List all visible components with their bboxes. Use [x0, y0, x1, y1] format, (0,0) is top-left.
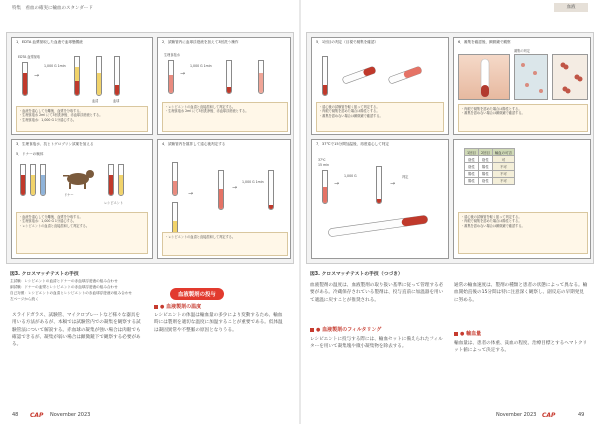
figure-step-5-box — [311, 37, 449, 135]
figure-caption-title: 図3. クロスマッチテストの手技（つづき） — [310, 272, 403, 277]
right-page — [300, 0, 600, 424]
wash-tube — [168, 60, 174, 94]
table-cell: 不可 — [492, 177, 514, 184]
cells-photo-icon — [515, 55, 549, 101]
caption-line: 自己対照：レシピエントの血清とレシピエントの赤血球浮遊液の組み合わせ — [10, 291, 133, 295]
note-line: ・生理食塩水 2ml にて3回洗浄後、赤血球浮遊液とする。 — [165, 109, 249, 114]
step-1-label: 1．EDTA 血漿採取した血液で血球懸濁液 — [16, 40, 83, 44]
note-line: ・遠心後の試験管を軽く振って判定する。 — [319, 104, 380, 109]
tilted-tube-icon — [384, 60, 424, 92]
sub-heading: ● 血液製剤の温度 — [154, 303, 201, 310]
table-cell: 陰性 — [478, 156, 492, 163]
figure-step-4-box — [157, 139, 291, 259]
figure-panel — [6, 32, 294, 264]
note-line: ・生理食塩水：1,000 G 1分遠心する。 — [19, 219, 77, 224]
sub-heading: ● 輸血量 — [454, 330, 481, 337]
arrow-icon: → — [180, 70, 186, 77]
result-label: 判定 — [402, 175, 409, 179]
note-line: ・生理食塩水：1,000 G 1分遠心する。 — [19, 117, 77, 122]
arrow-icon: → — [334, 180, 340, 187]
step-3-label: 3．生理食塩水、抗ヒトグロブリン試薬を加える — [16, 142, 94, 146]
figure-panel-continued — [306, 32, 594, 264]
table-cell: 陰性 — [465, 163, 479, 170]
section-heading: 血液製剤の投与 — [170, 288, 224, 300]
note-line: ・凝集を認めない場合は顕微鏡で確認する。 — [461, 111, 525, 116]
table-cell: 不可 — [492, 170, 514, 177]
caption-line: 主試験：レシピエントの血清とドナーの赤血球浮遊液の組み合わせ — [10, 279, 118, 283]
table-cell: 陰性 — [465, 156, 479, 163]
tube-photo-icon — [459, 55, 511, 101]
mix-tube-1 — [172, 162, 178, 196]
serum-tube — [96, 56, 102, 96]
table-row — [465, 163, 515, 170]
magazine-logo: CAP — [30, 412, 44, 419]
cell-tube — [114, 56, 120, 96]
table-cell: 陽性 — [478, 163, 492, 170]
section-tab: 血液 — [554, 3, 588, 12]
caption-line: 左ページから続く — [10, 297, 39, 301]
table-header: 1回目 — [465, 149, 479, 156]
note-line: ・生理食塩水 2ml にて3回洗浄後、赤血球浮遊液とする。 — [19, 113, 103, 118]
figure-step-2-box — [157, 37, 291, 135]
note-line: ・肉眼で凝集を認めた場合は陽性とする。 — [461, 106, 522, 111]
step-7-label: 7．37℃で15分間加温後、再度遠心して判定 — [316, 142, 389, 146]
table-cell: 可 — [492, 156, 514, 163]
issue-date-left: November 2023 — [50, 412, 91, 418]
mix-tube-2 — [172, 202, 178, 236]
dog-icon — [60, 166, 96, 190]
body-column-1: スライドガラス、試験管、マイクロプレートなど様々な器具を用いる方法があるが、本稿では試験管内での凝集を観察する試験管法について解説する。赤血球の凝集が強い場合は肉眼でも確認できるが、凝集が弱い場合は顕微鏡下で観察する必要がある。 — [12, 313, 141, 348]
donor-tube-2 — [30, 164, 36, 196]
donor-tube-1 — [20, 164, 26, 196]
arrow-icon: → — [188, 190, 194, 197]
time-label: 15 min — [318, 163, 330, 167]
body-column-2: レシピエントの体温は輸血量の多少により変動するため、輸血時には製剤を適切な温度に加温することが重要である。低体温は凝固異常や不整脈の原因となりうる。 — [154, 313, 283, 333]
table-header-row — [465, 149, 515, 156]
table-cell: 陽性 — [465, 170, 479, 177]
table-note — [458, 212, 588, 254]
body-column-2b: 輸血量は、患者の体重、貧血の程度、治療目標とするヘマトクリット値によって決定する。 — [454, 341, 588, 354]
arrow-icon: → — [390, 180, 396, 187]
recipient-label: レシピエント — [104, 201, 124, 205]
result-tube — [268, 170, 274, 210]
step-5-label: 5．ドナーの検体 — [16, 152, 44, 156]
figure-step-1-box — [11, 37, 153, 135]
body-column-1: 血液製剤の温度は、血液製剤の取り扱い基準に従って管理する必要がある。冷蔵保存されている製剤は、投与直前に加温器を用いて適温に戻すことが推奨される。 — [310, 283, 444, 303]
magazine-logo: CAP — [542, 412, 556, 419]
serum-label: 血清 — [92, 99, 99, 103]
caption-line: 副試験：ドナーの血漿とレシピエントの赤血球浮遊液の組み合わせ — [10, 285, 118, 289]
sub-heading: ● 血液製剤のフィルタリング — [310, 326, 381, 333]
step-2-note — [162, 102, 288, 132]
saline-label: 生理食塩水 — [164, 53, 180, 57]
step-1-note — [16, 106, 148, 132]
figure-caption-title: 図3. クロスマッチテストの手技 — [10, 272, 79, 277]
step-4-label: 4．試験管内を撹拌して遠心後判定する — [162, 142, 226, 146]
running-head: 特集 看血の確実に輸血のスタンダード — [12, 6, 93, 11]
figure-photo-box — [453, 37, 591, 135]
arrow-icon: → — [34, 72, 40, 79]
note-line: ・肉眼で凝集を認めた場合は陽性とする。 — [461, 219, 522, 224]
centrifuged-tube — [376, 166, 382, 204]
step-5-note — [316, 102, 444, 132]
table-row — [465, 177, 515, 184]
table-cell: 陽性 — [465, 177, 479, 184]
page-number-right: 49 — [578, 412, 585, 418]
recipient-tube-1 — [108, 164, 114, 196]
photo-title: 凝集の判定 — [514, 49, 530, 53]
note-line: ・レシピエントの血清と直接混和して判定する。 — [165, 104, 236, 109]
figure-step-7-box — [311, 139, 449, 259]
step-3-note — [16, 212, 148, 254]
centrifuge-label-3: 1,000 G 1min — [242, 180, 264, 184]
edta-tube — [22, 62, 28, 96]
result-table — [464, 148, 515, 185]
step-4-note — [162, 232, 288, 256]
table-cell: 陽性 — [478, 170, 492, 177]
centrifuge-label-2: 1,000 G 1min — [190, 64, 212, 68]
tilted-tube-icon — [338, 60, 378, 92]
body-column-2: 通常の輸血速度は、製剤の種類と患者の状態によって異なる。輸血開始直後の15分間は特に注意深く観察し、副反応の早期発見に努める。 — [454, 283, 588, 303]
microscope-photo-1 — [514, 54, 548, 100]
agglutinated-cells-icon — [553, 55, 589, 101]
result-table-box — [453, 139, 591, 259]
cells-label: 血球 — [113, 99, 120, 103]
photo-note — [458, 104, 588, 132]
table-header: 2回目 — [478, 149, 492, 156]
microscope-photo-2 — [552, 54, 588, 100]
separated-tube — [74, 56, 80, 96]
step-6-label: 6．凝集を確認後、顕微鏡で観察 — [458, 40, 511, 44]
note-line: ・レシピエントの血清と直接混和して判定する。 — [19, 223, 90, 228]
figure-step-3-box — [11, 139, 153, 259]
suspension-tube — [258, 60, 264, 94]
arrow-icon: → — [232, 184, 238, 191]
page-number-left: 48 — [12, 412, 19, 418]
note-line: ・遠心後の試験管を軽く振って判定する。 — [461, 214, 522, 219]
table-header: 輸血の可否 — [492, 149, 514, 156]
temp-label: 37℃ — [318, 158, 326, 162]
table-row — [465, 170, 515, 177]
note-line: ・血液を遠心して分離後、血漿を分取する。 — [19, 108, 83, 113]
table-row — [465, 156, 515, 163]
recipient-tube-2 — [118, 164, 124, 196]
centrifuge-label: 1,000 G 1min — [44, 64, 66, 68]
centrifuge-label-r: 1,000 G — [344, 174, 357, 178]
tilted-tube-icon — [318, 212, 438, 242]
incubation-tube — [322, 170, 328, 204]
agglutination-photo-1 — [458, 54, 510, 100]
note-line: ・レシピエントの血清と直接混和して判定する。 — [165, 234, 236, 239]
donor-tube-3 — [40, 164, 46, 196]
judge-tube-1 — [322, 56, 328, 96]
note-line: ・凝集を認めない場合は顕微鏡で確認する。 — [461, 223, 525, 228]
edta-label: EDTA 血漿採取 — [18, 55, 41, 59]
issue-date-right: November 2023 — [496, 412, 537, 418]
note-line: ・肉眼で凝集を認めた場合は陽性とする。 — [319, 109, 380, 114]
washed-tube — [226, 60, 232, 94]
note-line: ・血液を遠心して分離後、血漿を分取する。 — [19, 214, 83, 219]
step-5r-label: 5．1回目の判定（目視で凝集を確認） — [316, 40, 379, 44]
note-line: ・凝集を認めない場合は顕微鏡で確認する。 — [319, 113, 383, 118]
donor-label: ドナー — [64, 193, 74, 197]
step-2-label: 2．試験管内に血球浮遊液を加えて3回洗う操作 — [162, 40, 239, 44]
body-column-1b: レシピエントに投与する際には、輸血セットに備えられたフィルターを用いて凝集塊や微小凝集物を除去する。 — [310, 337, 443, 350]
mixed-tube — [218, 170, 224, 210]
table-cell: 陰性 — [478, 177, 492, 184]
table-cell: 不可 — [492, 163, 514, 170]
